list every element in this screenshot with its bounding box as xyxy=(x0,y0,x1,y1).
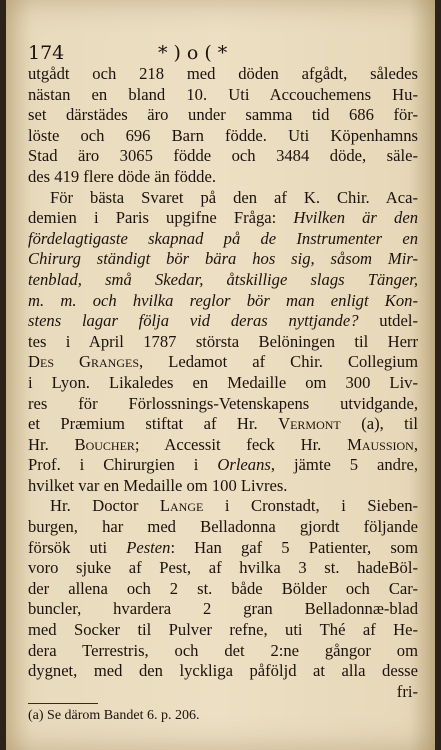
text-line: löste och 696 Barn födde. Uti Köpenhamns xyxy=(28,125,418,145)
text-run: , jämte 5 andre, xyxy=(270,455,419,475)
text-line: dera Terrestris, och det 2:ne gångor om xyxy=(28,640,418,660)
book-page xyxy=(6,0,435,750)
text-line xyxy=(28,291,418,312)
text-run: Hr. Doctor xyxy=(50,496,139,516)
person-name: Maussion xyxy=(347,434,414,454)
text-run: Prof. i Chirurgien i xyxy=(28,455,199,475)
question-text: m. m. och hvilka reglor bör man enligt Kon- xyxy=(28,290,418,310)
text-line: För bästa Svaret på den af K. Chir. Aca- xyxy=(50,187,418,207)
question-text: Chirurg ständigt bör bära hos sig, såsom Mir- xyxy=(28,249,418,269)
text-run: , xyxy=(413,434,418,454)
text-line xyxy=(28,270,418,291)
text-run: : Han gaf 5 Patienter, som xyxy=(170,537,418,557)
text-run: , Ledamot af Chir. Collegium xyxy=(139,352,418,372)
footnote: (a) Se därom Bandet 6. p. 206. xyxy=(28,708,200,723)
text-run: ; Accessit feck Hr. xyxy=(134,434,322,454)
question-text: tenblad, små Skedar, åtskillige slags Tänger, xyxy=(28,269,418,289)
text-line xyxy=(28,455,418,476)
text-line: burgen, har med Belladonna gjordt följande xyxy=(28,517,418,537)
question-text: stens lagar följa vid deras nyttjande? xyxy=(28,311,359,331)
footnote-ref: (a), til xyxy=(361,414,419,434)
text-line: med Socker til Pulver refne, uti Thé af He- xyxy=(28,620,418,640)
person-name: Boucher xyxy=(74,434,135,454)
text-line: set därstädes äro under samma tid 686 för- xyxy=(28,105,418,125)
text-line: buncler, hvardera 2 gran Belladonnæ-blad xyxy=(28,599,418,619)
page-body xyxy=(28,64,418,702)
text-line: hvilket var en Medaille om 100 Livres. xyxy=(28,475,288,495)
text-line: nästan en bland 10. Uti Accouchemens Hu- xyxy=(28,84,418,104)
header-ornament: *)o(* xyxy=(158,42,234,64)
emphasis-word: Pesten xyxy=(126,537,171,557)
text-line xyxy=(28,414,418,435)
place-name: Orleans xyxy=(217,455,271,475)
running-head xyxy=(28,40,408,66)
catchword: fri- xyxy=(396,681,418,701)
text-run: försök uti xyxy=(28,537,108,557)
text-line xyxy=(28,538,418,559)
text-line: dygnet, med den lyckliga påföljd at alla desse xyxy=(28,661,418,681)
text-run: Hr. xyxy=(28,434,49,454)
text-line xyxy=(28,208,418,229)
question-text: Hvilken är den xyxy=(293,208,418,228)
text-run: i Cronstadt, i Sieben- xyxy=(224,496,419,516)
text-line xyxy=(28,311,418,332)
person-name: Vermont xyxy=(278,414,341,434)
text-run: demien i Paris upgifne Fråga: xyxy=(28,208,277,228)
text-line xyxy=(28,229,418,250)
question-text: fördelagtigaste skapnad på de Instrumenter en xyxy=(28,228,418,248)
text-line xyxy=(28,496,418,517)
text-line: i Lyon. Likaledes en Medaille om 300 Liv- xyxy=(28,372,418,392)
text-run: utdel- xyxy=(379,311,418,331)
text-line: Stad äro 3065 födde och 3484 döde, säle- xyxy=(28,146,418,166)
person-name: Lange xyxy=(159,496,204,516)
text-line: des 419 flere döde än födde. xyxy=(28,166,216,186)
text-line xyxy=(28,435,418,456)
text-line: utgådt och 218 med döden afgådt, således xyxy=(28,64,418,83)
footnote-rule xyxy=(28,703,98,704)
page-number: 174 xyxy=(28,42,65,64)
text-line xyxy=(28,249,418,270)
text-line: res för Förlossnings-Vetenskapens utvidgande, xyxy=(28,393,418,413)
person-name: Des Granges xyxy=(28,352,140,372)
text-line xyxy=(28,352,418,373)
text-run: et Præmium stiftat af Hr. xyxy=(28,414,258,434)
text-line: der allena och 2 st. både Bölder och Car- xyxy=(28,578,418,598)
text-line: voro sjuke af Pest, af hvilka 3 st. hadeBöl- xyxy=(28,558,418,578)
text-line: tes i April 1787 största Belöningen til Herr xyxy=(28,331,418,351)
